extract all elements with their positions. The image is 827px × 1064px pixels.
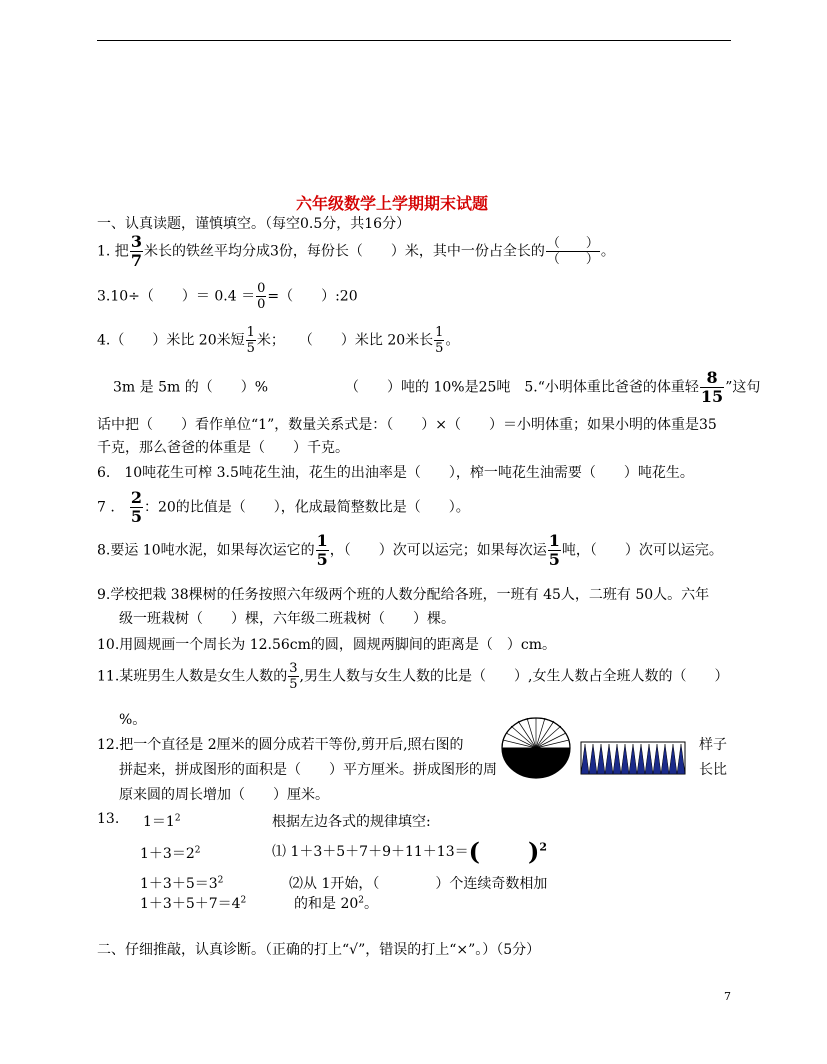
question-5: 3m 是 5m 的（ ）% （ ）吨的 10%是25吨 5.“小明体重比爸爸的体重轻 $\frac{8}{15}$ ”这句 bbox=[113, 368, 761, 406]
question-12-line-2: 拼起来，拼成图形的面积是（ ）平方厘米。拼成图形的周 bbox=[119, 762, 497, 778]
pattern-line-4: $1+3+5+7=4^2$ bbox=[140, 895, 247, 912]
question-1: 1. 把 $\frac{3}{7}$ 米长的铁丝平均分成3份，每份长（ ）米，其中一份占全长的 $\frac{( )}{( )}$ 。 bbox=[97, 232, 615, 270]
header-rule bbox=[97, 40, 731, 41]
page-number: 7 bbox=[724, 990, 731, 1003]
question-12-tail-2: 长比 bbox=[699, 762, 727, 778]
question-13-part-1: ⑴ 1＋3＋5＋7＋9＋11＋13＝( )$^2$ bbox=[272, 837, 547, 866]
question-7: 7 . $\frac{2}{5}$ ：20的比值是（ ），化成最简整数比是（ ）。 bbox=[97, 488, 470, 526]
question-3: 3.10÷（ ）＝ 0.4 ＝ $\frac{0}{0}$ =（ ）:20 bbox=[97, 281, 358, 312]
exam-title: 六年级数学上学期期末试题 bbox=[296, 194, 489, 213]
pattern-line-2: $1+3=2^2$ bbox=[140, 845, 201, 862]
question-9-line-2: 级一班栽树（ ）棵，六年级二班栽树（ ）棵。 bbox=[119, 611, 455, 627]
question-6: 6. 10吨花生可榨 3.5吨花生油，花生的出油率是（ ），榨一吨花生油需要（ ）吨花生。 bbox=[97, 465, 694, 481]
question-12-tail-1: 样子 bbox=[699, 737, 727, 753]
question-10: 10.用圆规画一个周长为 12.56cm的圆，圆规两脚间的距离是（ ）cm。 bbox=[97, 637, 557, 653]
question-12-line-3: 原来圆的周长增加（ ）厘米。 bbox=[119, 787, 329, 803]
section-1-heading: 一、认真读题，谨慎填空。（每空0.5分，共16分） bbox=[97, 216, 411, 232]
pattern-line-1: $1=1^2$ bbox=[143, 813, 181, 830]
question-13-instruction: 根据左边各式的规律填空: bbox=[272, 814, 431, 830]
section-2-heading: 二、仔细推敲，认真诊断。（正确的打上“√”，错误的打上“×”。）（5分） bbox=[97, 942, 541, 958]
rearranged-sectors-figure bbox=[580, 741, 686, 775]
question-13-part-2-line-1: ⑵从 1开始，（ ）个连续奇数相加 bbox=[289, 876, 548, 892]
question-5-line-2: 话中把（ ）看作单位“1”，数量关系式是：（ ）×（ ）＝小明体重；如果小明的体重是35 bbox=[97, 417, 717, 433]
question-13-label: 13. bbox=[97, 811, 120, 827]
question-8: 8.要运 10吨水泥，如果每次运它的 $\frac{1}{5}$ ，（ ）次可以运完；如果每次运 $\frac{1}{5}$ 吨，（ ）次可以运完。 bbox=[97, 531, 723, 569]
question-11-line-2: %。 bbox=[119, 712, 147, 728]
divided-circle-figure bbox=[500, 716, 572, 780]
pattern-line-3: $1+3+5=3^2$ bbox=[140, 875, 224, 892]
question-12-line-1: 12.把一个直径是 2厘米的圆分成若干等份,剪开后,照右图的 bbox=[97, 737, 464, 753]
question-13-part-2-line-2: 的和是 $20^2$。 bbox=[294, 895, 378, 912]
question-9-line-1: 9.学校把栽 38棵树的任务按照六年级两个班的人数分配给各班，一班有 45人，二班有 50人。六年 bbox=[97, 587, 710, 603]
fraction-3-7: $\frac{3}{7}$ bbox=[130, 232, 142, 270]
question-11: 11.某班男生人数是女生人数的 $\frac{3}{5}$ ,男生人数与女生人数的比是（ ）,女生人数占全班人数的（ ） bbox=[97, 661, 729, 692]
question-5-line-3: 千克，那么爸爸的体重是（ ）千克。 bbox=[97, 440, 349, 456]
question-4: 4.（ ）米比 20米短 $\frac{1}{5}$ 米； （ ）米比 20米长 $\frac{1}{5}$ 。 bbox=[97, 325, 460, 356]
